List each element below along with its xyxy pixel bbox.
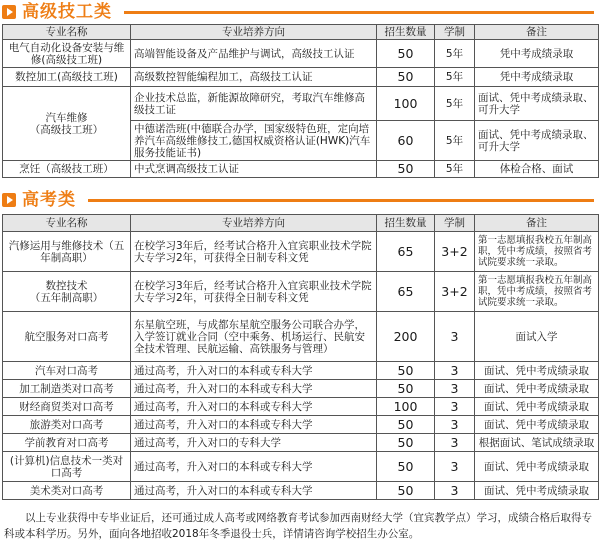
remark: 根据面试、笔试成绩录取 <box>475 434 599 452</box>
col-header-years: 学制 <box>435 215 475 232</box>
major-direction: 通过高考，升入对口的本科或专科大学 <box>131 362 377 380</box>
study-years: 5年 <box>435 68 475 87</box>
major-name: 汽修运用与维修技术（五年制高职） <box>3 232 131 272</box>
major-direction: 在校学习3年后，经考试合格升入宜宾职业技术学院大专学习2年，可获得全日制专科文凭 <box>131 232 377 272</box>
table-row <box>3 398 599 416</box>
advanced-technician-table <box>2 24 599 178</box>
remark: 第一志愿填报我校五年制高职，凭中考成绩，按照省考试院要求统一录取。 <box>475 232 599 272</box>
study-years: 3 <box>435 452 475 482</box>
major-name: (计算机)信息技术一类对口高考 <box>3 452 131 482</box>
major-direction: 通过高考，升入对口的本科或专科大学 <box>131 398 377 416</box>
study-years: 3+2 <box>435 272 475 312</box>
major-name: 烹饪（高级技工班） <box>3 161 131 178</box>
enrollment-count: 100 <box>377 87 435 121</box>
major-name: 汽车对口高考 <box>3 362 131 380</box>
remark: 第一志愿填报我校五年制高职，凭中考成绩，按照省考试院要求统一录取。 <box>475 272 599 312</box>
major-name: 汽车维修 （高级技工班） <box>3 87 131 161</box>
enrollment-count: 50 <box>377 380 435 398</box>
table-row <box>3 416 599 434</box>
major-name: 财经商贸类对口高考 <box>3 398 131 416</box>
table-row <box>3 482 599 500</box>
table-row <box>3 161 599 178</box>
enrollment-count: 50 <box>377 68 435 87</box>
study-years: 3 <box>435 416 475 434</box>
col-header-count: 招生数量 <box>377 25 435 40</box>
col-header-years: 学制 <box>435 25 475 40</box>
enrollment-count: 50 <box>377 482 435 500</box>
enrollment-count: 100 <box>377 398 435 416</box>
table-row <box>3 272 599 312</box>
major-direction: 通过高考，升入对口的本科或专科大学 <box>131 416 377 434</box>
enrollment-count: 50 <box>377 416 435 434</box>
study-years: 3 <box>435 434 475 452</box>
major-direction: 在校学习3年后，经考试合格升入宜宾职业技术学院大专学习2年，可获得全日制专科文凭 <box>131 272 377 312</box>
college-entrance-table <box>2 214 599 500</box>
major-name: 数控加工(高级技工班) <box>3 68 131 87</box>
major-direction: 企业技术总监，新能源故障研究，考取汽车维修高级技工证 <box>131 87 377 121</box>
study-years: 3 <box>435 398 475 416</box>
col-header-direction: 专业培养方向 <box>131 25 377 40</box>
divider <box>124 11 594 14</box>
table-row <box>3 380 599 398</box>
remark: 面试、凭中考成绩录取 <box>475 482 599 500</box>
remark: 凭中考成绩录取 <box>475 40 599 68</box>
study-years: 3 <box>435 362 475 380</box>
enrollment-count: 50 <box>377 161 435 178</box>
footer-note <box>4 510 596 542</box>
major-name: 航空服务对口高考 <box>3 312 131 362</box>
major-name: 旅游类对口高考 <box>3 416 131 434</box>
remark: 面试、凭中考成绩录取 <box>475 398 599 416</box>
enrollment-count: 50 <box>377 40 435 68</box>
major-name: 电气自动化设备安装与维修(高级技工班) <box>3 40 131 68</box>
play-arrow-icon <box>2 193 16 207</box>
major-direction: 通过高考，升入对口的本科或专科大学 <box>131 380 377 398</box>
study-years: 3 <box>435 312 475 362</box>
col-header-count: 招生数量 <box>377 215 435 232</box>
remark: 面试入学 <box>475 312 599 362</box>
major-name: 学前教育对口高考 <box>3 434 131 452</box>
major-direction: 通过高考，升入对口的本科或专科大学 <box>131 482 377 500</box>
table-row <box>3 232 599 272</box>
study-years: 3+2 <box>435 232 475 272</box>
col-header-note: 备注 <box>475 25 599 40</box>
footer-text: 以上专业获得中专毕业证后，还可通过成人高考或网络教育考试参加西南财经大学（宜宾教学点）学习，成绩合格后取得专科或本科学历。另外，面向各地招收2018年冬季退役士兵，详情请咨询学校招生办公室。 <box>4 512 592 540</box>
enrollment-count: 50 <box>377 362 435 380</box>
enrollment-count: 200 <box>377 312 435 362</box>
table-header-row <box>3 25 599 40</box>
table-row <box>3 87 599 121</box>
col-header-name: 专业名称 <box>3 215 131 232</box>
table-row <box>3 40 599 68</box>
table-row <box>3 434 599 452</box>
divider <box>88 199 594 202</box>
col-header-note: 备注 <box>475 215 599 232</box>
col-header-direction: 专业培养方向 <box>131 215 377 232</box>
major-direction: 通过高考，升入对口的本科或专科大学 <box>131 452 377 482</box>
remark: 面试、凭中考成绩录取 <box>475 380 599 398</box>
enrollment-count: 65 <box>377 232 435 272</box>
study-years: 5年 <box>435 40 475 68</box>
study-years: 3 <box>435 380 475 398</box>
major-direction: 高级数控智能编程加工，高级技工认证 <box>131 68 377 87</box>
table-row <box>3 312 599 362</box>
remark: 面试、凭中考成绩录取 <box>475 452 599 482</box>
study-years: 5年 <box>435 121 475 161</box>
table-row <box>3 452 599 482</box>
major-direction: 高端智能设备及产品维护与调试，高级技工认证 <box>131 40 377 68</box>
enrollment-count: 50 <box>377 434 435 452</box>
remark: 凭中考成绩录取 <box>475 68 599 87</box>
remark: 体检合格、面试 <box>475 161 599 178</box>
enrollment-count: 50 <box>377 452 435 482</box>
play-arrow-icon <box>2 5 16 19</box>
table-row <box>3 68 599 87</box>
major-direction: 通过高考，升入对口的专科大学 <box>131 434 377 452</box>
major-direction: 中式烹调高级技工认证 <box>131 161 377 178</box>
enrollment-count: 60 <box>377 121 435 161</box>
section-header-advanced-technician <box>0 2 600 24</box>
remark: 面试、凭中考成绩录取、可升大学 <box>475 121 599 161</box>
major-name: 数控技术 （五年制高职） <box>3 272 131 312</box>
major-name: 美术类对口高考 <box>3 482 131 500</box>
table-header-row <box>3 215 599 232</box>
remark: 面试、凭中考成绩录取 <box>475 362 599 380</box>
enrollment-count: 65 <box>377 272 435 312</box>
remark: 面试、凭中考成绩录取 <box>475 416 599 434</box>
section-title: 高考类 <box>22 190 76 210</box>
major-name: 加工制造类对口高考 <box>3 380 131 398</box>
remark: 面试、凭中考成绩录取、可升大学 <box>475 87 599 121</box>
study-years: 5年 <box>435 161 475 178</box>
major-direction: 中德诺浩班(中德联合办学，国家级特色班，定向培养汽车高级维修技工,德国权威资格认证(HWK)汽车服务技能证书) <box>131 121 377 161</box>
col-header-name: 专业名称 <box>3 25 131 40</box>
study-years: 3 <box>435 482 475 500</box>
major-direction: 东星航空班，与成都东星航空服务公司联合办学，入学签订就业合同（空中乘务、机场运行、民航安全技术管理、民航运输、高铁服务与管理） <box>131 312 377 362</box>
table-row <box>3 362 599 380</box>
section-header-college-entrance <box>0 190 600 212</box>
section-title: 高级技工类 <box>22 2 112 22</box>
study-years: 5年 <box>435 87 475 121</box>
